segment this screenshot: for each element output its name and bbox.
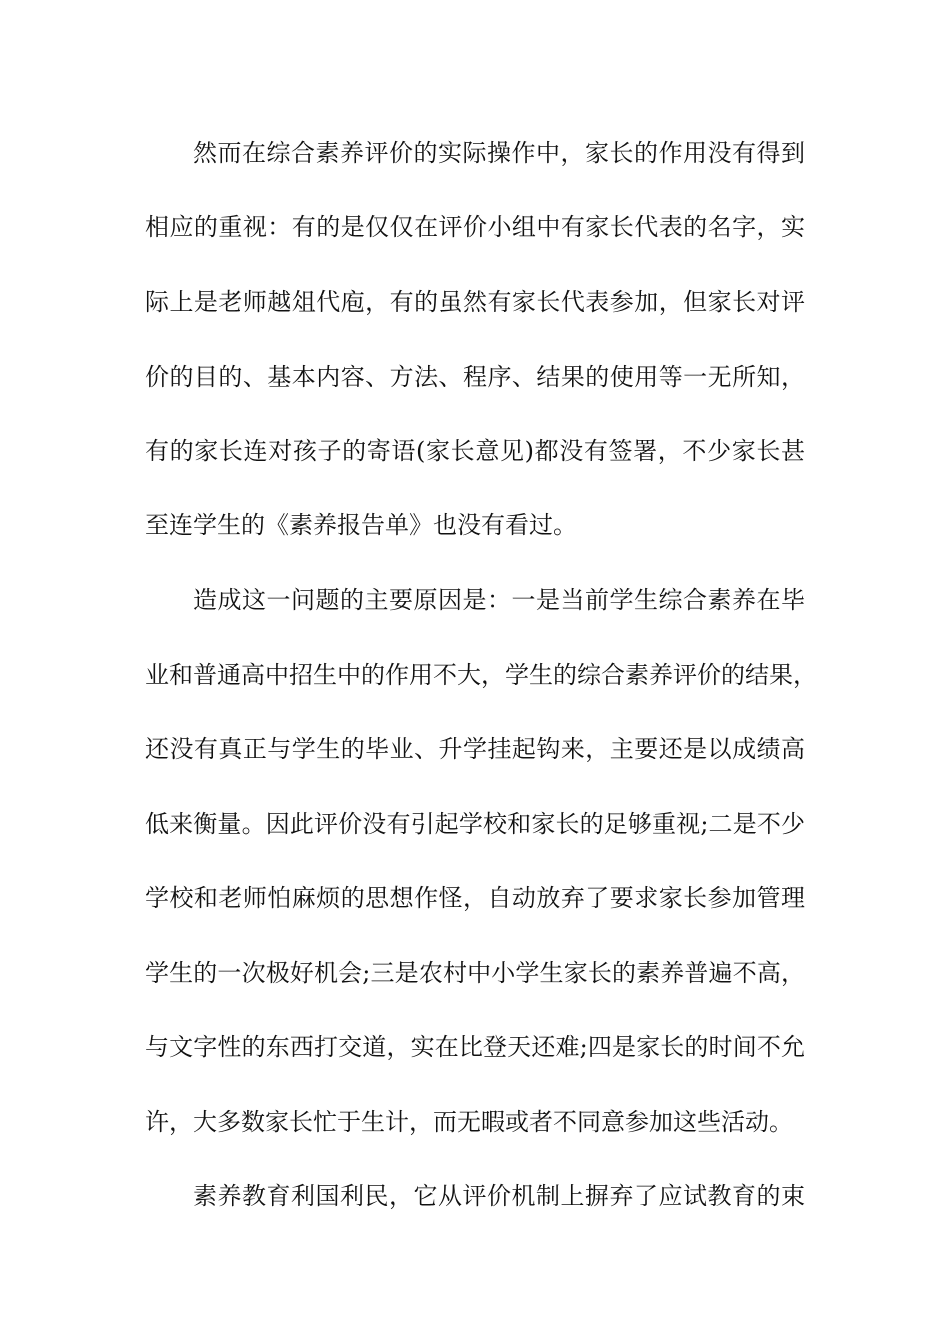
- text-line-8: 业和普通高中招生中的作用不大，学生的综合素养评价的结果，: [145, 661, 817, 689]
- text-line-1: 然而在综合素养评价的实际操作中，家长的作用没有得到: [193, 139, 805, 167]
- text-line-4: 价的目的、基本内容、方法、程序、结果的使用等一无所知，: [145, 363, 805, 391]
- text-line-2: 相应的重视：有的是仅仅在评价小组中有家长代表的名字，实: [145, 213, 805, 241]
- text-line-12: 学生的一次极好机会;三是农村中小学生家长的素养普遍不高，: [145, 959, 805, 987]
- text-line-3: 际上是老师越俎代庖，有的虽然有家长代表参加，但家长对评: [145, 288, 805, 316]
- text-line-13: 与文字性的东西打交道，实在比登天还难;四是家长的时间不允: [145, 1033, 805, 1061]
- text-line-7: 造成这一问题的主要原因是：一是当前学生综合素养在毕: [193, 586, 805, 614]
- text-line-10: 低来衡量。因此评价没有引起学校和家长的足够重视;二是不少: [145, 810, 805, 838]
- text-line-5: 有的家长连对孩子的寄语(家长意见)都没有签署，不少家长甚: [145, 437, 805, 465]
- text-line-14: 许，大多数家长忙于生计，而无暇或者不同意参加这些活动。: [145, 1108, 793, 1136]
- text-line-11: 学校和老师怕麻烦的思想作怪，自动放弃了要求家长参加管理: [145, 884, 805, 912]
- text-line-9: 还没有真正与学生的毕业、升学挂起钩来，主要还是以成绩高: [145, 735, 805, 763]
- text-line-15: 素养教育利国利民，它从评价机制上摒弃了应试教育的束: [193, 1182, 805, 1210]
- text-line-6: 至连学生的《素养报告单》也没有看过。: [145, 511, 577, 539]
